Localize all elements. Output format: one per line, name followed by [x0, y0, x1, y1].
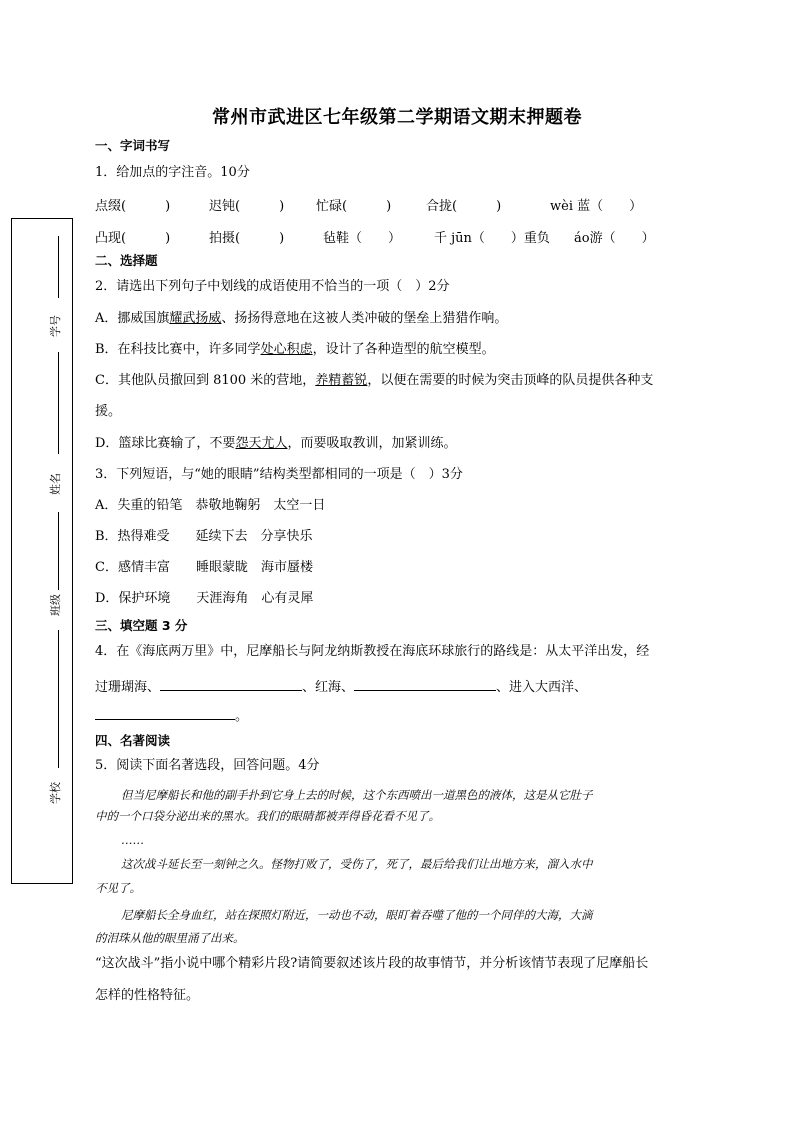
option-text: D．篮球比赛输了，不要	[95, 436, 236, 451]
section-4-heading: 四、名著阅读	[95, 733, 171, 748]
question-5-prompt: “这次战斗”指小说中哪个精彩片段?请简要叙述该片段的故事情节，并分析该情节表现了尼摩船长	[95, 956, 649, 971]
question-4-blanks	[95, 676, 587, 697]
question-4-last-blank	[95, 705, 248, 726]
option-3b: B．热得难受 延续下去 分享快乐	[95, 529, 313, 544]
option-text: ，设计了各种造型的航空模型。	[312, 342, 495, 357]
option-2c	[95, 372, 653, 390]
blank-end-text: 。	[235, 709, 249, 724]
blank-separator-text: 、红海、	[302, 680, 355, 695]
passage-line: 尼摩船长全身血红，站在探照灯附近，一动也不动，眼盯着吞噬了他的一个同伴的大海，大滴	[121, 908, 593, 922]
option-3c: C．感情丰富 睡眼蒙眬 海市蜃楼	[95, 560, 313, 575]
passage-line: 不见了。	[95, 881, 141, 895]
school-line	[58, 630, 59, 768]
passage-line: 但当尼摩船长和他的副手扑到它身上去的时候，这个东西喷出一道黑色的液体，这是从它肚子	[121, 788, 593, 802]
pinyin-item: 迟钝( )	[209, 199, 285, 214]
pinyin-item: 合拢( )	[426, 199, 502, 214]
section-1-heading: 一、字词书写	[95, 138, 171, 153]
question-3: 3．下列短语，与“她的眼睛”结构类型都相同的一项是（ ）3分	[95, 467, 463, 482]
passage-ellipsis: ……	[121, 833, 144, 847]
passage-line: 这次战斗延长至一刻钟之久。怪物打败了，受伤了，死了，最后给我们让出地方来，溜入水中	[121, 857, 593, 871]
question-4: 4．在《海底两万里》中，尼摩船长与阿龙纳斯教授在海底环球旅行的路线是：从太平洋出发，经	[95, 644, 650, 659]
page-title: 常州市武进区七年级第二学期语文期末押题卷	[212, 107, 582, 128]
section-3-heading: 三、填空题 3 分	[95, 618, 188, 633]
student-number-line	[58, 236, 59, 298]
question-5: 5．阅读下面名著选段，回答问题。4分	[95, 758, 320, 773]
blank-separator-text: 、进入大西洋、	[496, 680, 588, 695]
pinyin-item: 毡鞋（ ）	[323, 231, 402, 246]
option-2a	[95, 310, 507, 328]
underlined-idiom: 处心积虑	[260, 342, 313, 357]
option-text: A．挪威国旗	[95, 311, 170, 326]
option-2c-continued: 援。	[95, 404, 122, 419]
option-text: ，而要吸取教训，加紧训练。	[287, 436, 457, 451]
pinyin-item: 忙碌( )	[316, 199, 392, 214]
option-text: C．其他队员撤回到 8100 米的营地，	[95, 373, 316, 388]
school-label: 学校	[49, 782, 62, 804]
option-3a: A．失重的铅笔 恭敬地鞠躬 太空一日	[95, 498, 326, 513]
underlined-idiom: 耀武扬威	[169, 311, 222, 326]
underlined-idiom: 养精蓄锐	[315, 373, 368, 388]
class-line	[58, 512, 59, 590]
option-2d	[95, 435, 456, 453]
pinyin-item: 凸现( )	[95, 231, 171, 246]
underlined-idiom: 怨天尤人	[235, 436, 288, 451]
option-text: B．在科技比赛中，许多同学	[95, 342, 261, 357]
name-line	[58, 352, 59, 454]
class-label: 班级	[49, 594, 62, 616]
question-1: 1．给加点的字注音。10分	[95, 165, 250, 180]
option-text: 、扬扬得意地在这被人类冲破的堡垒上猎猎作响。	[221, 311, 508, 326]
student-number-label: 学号	[49, 315, 62, 337]
name-label: 姓名	[49, 473, 62, 495]
fill-blank-1[interactable]	[160, 676, 302, 691]
passage-line: 中的一个口袋分泌出来的黑水。我们的眼睛都被弄得昏花看不见了。	[95, 809, 440, 823]
option-text: ，以便在需要的时候为突击顶峰的队员提供各种支	[367, 373, 654, 388]
section-2-heading: 二、选择题	[95, 253, 158, 268]
option-2b	[95, 341, 495, 359]
pinyin-item: 千 jūn（ ）重负	[434, 231, 550, 246]
binding-margin-box	[11, 218, 73, 884]
pinyin-item: áo游（ ）	[574, 231, 655, 246]
blank-prefix-text: 过珊瑚海、	[95, 680, 161, 695]
fill-blank-2[interactable]	[354, 676, 496, 691]
fill-blank-3[interactable]	[95, 705, 235, 720]
pinyin-item: 拍摄( )	[209, 231, 285, 246]
option-3d: D．保护环境 天涯海角 心有灵犀	[95, 591, 314, 606]
passage-line: 的泪珠从他的眼里涌了出来。	[95, 931, 245, 945]
pinyin-item: wèi 蓝（ ）	[550, 199, 643, 214]
question-2: 2．请选出下列句子中划线的成语使用不恰当的一项（ ）2分	[95, 279, 450, 294]
question-5-prompt-cont: 怎样的性格特征。	[95, 988, 200, 1003]
pinyin-item: 点缀( )	[95, 199, 171, 214]
